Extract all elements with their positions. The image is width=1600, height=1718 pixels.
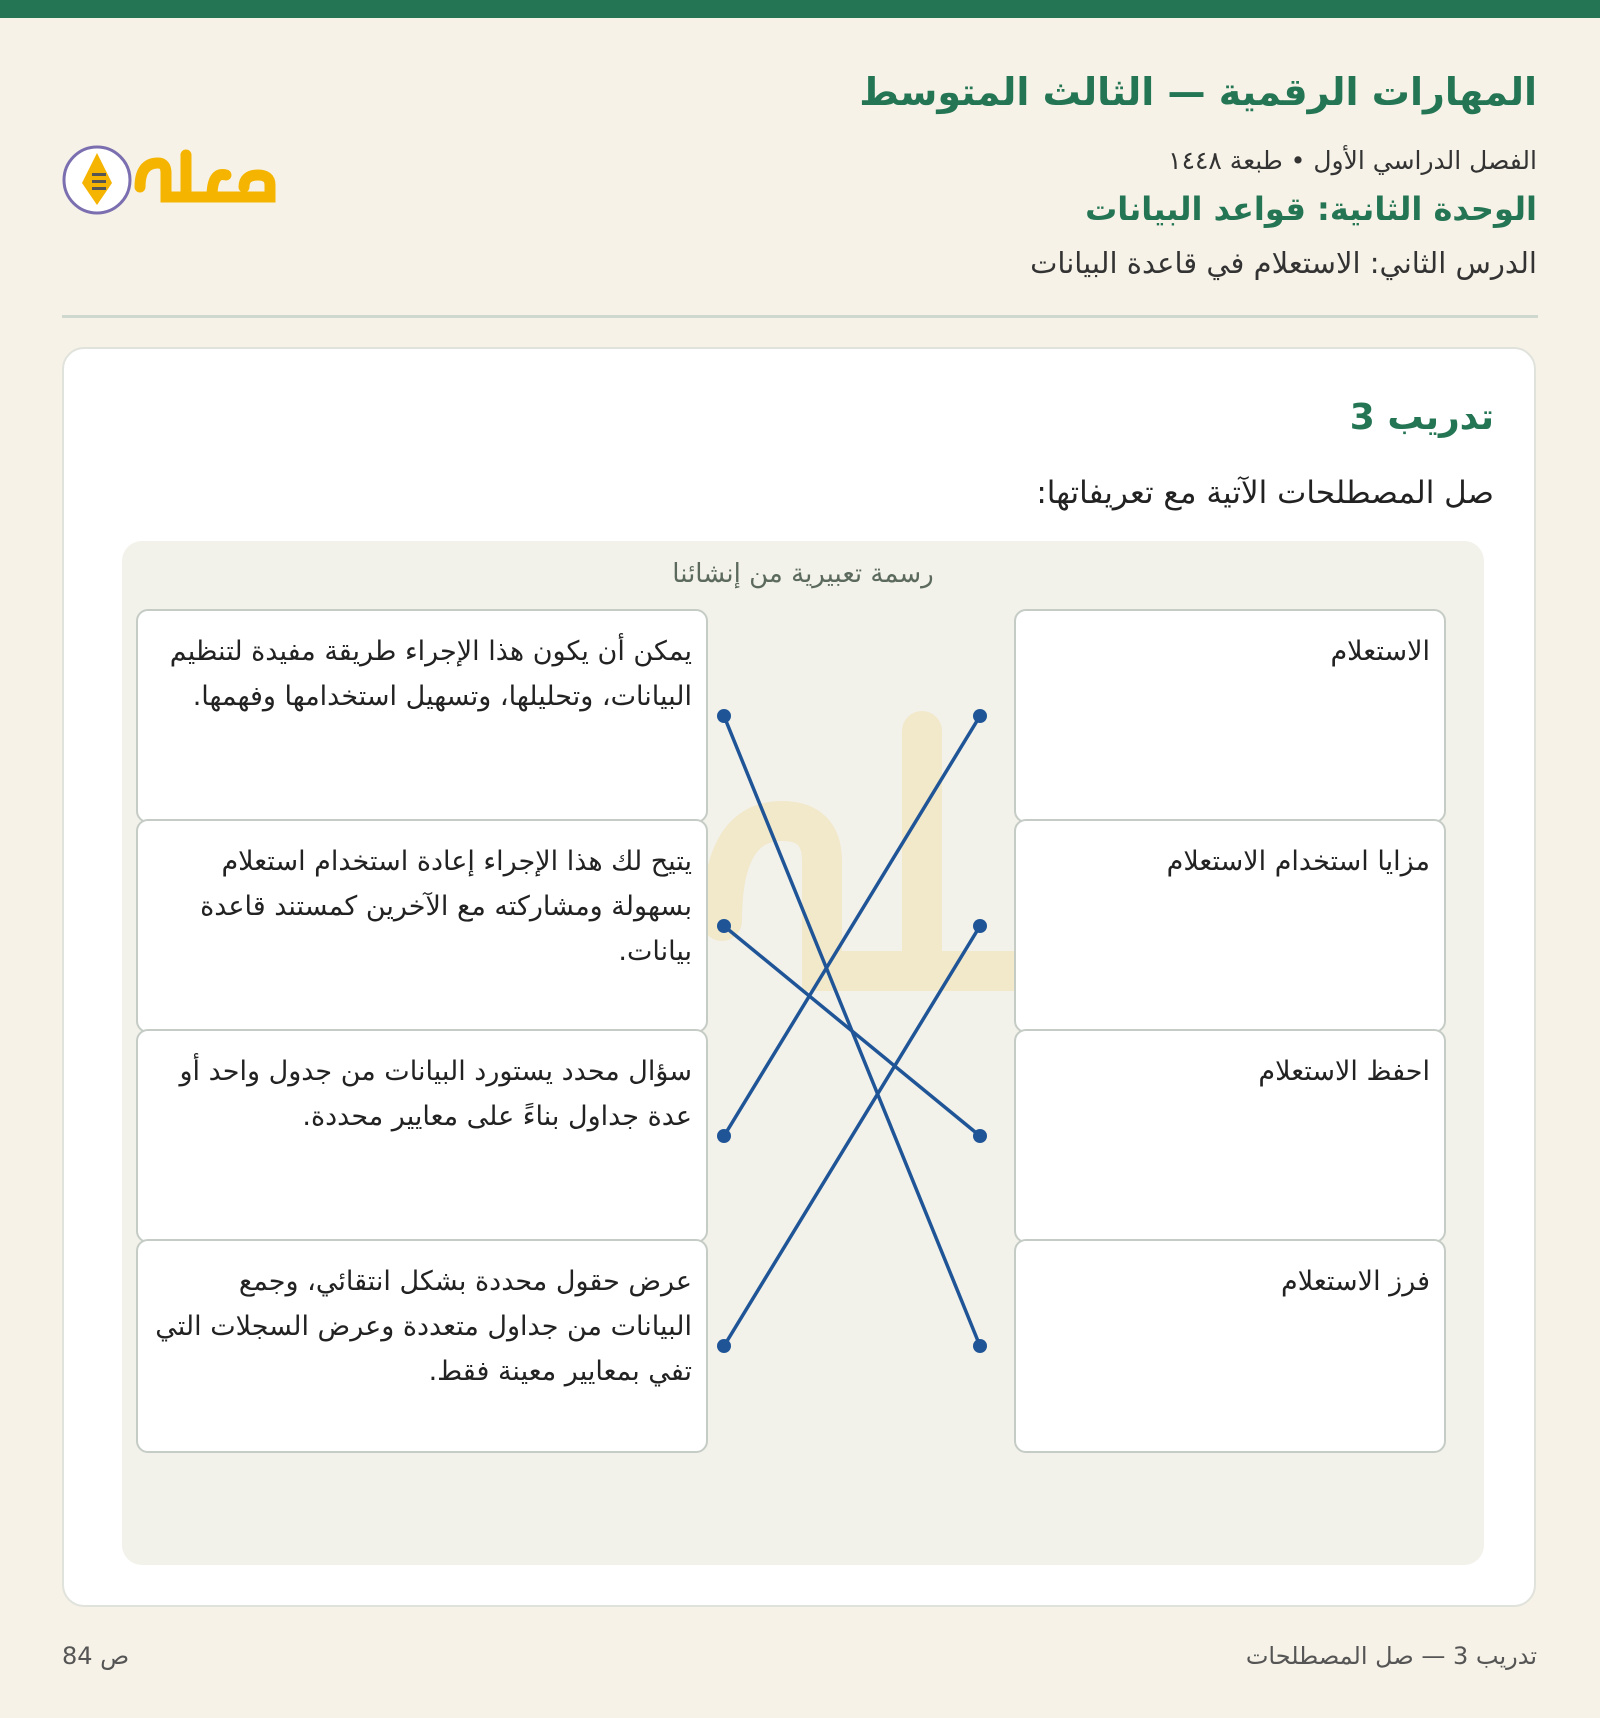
match-lines bbox=[122, 541, 1484, 1565]
panel-caption: رسمة تعبيرية من إنشائنا bbox=[672, 559, 934, 589]
unit-title: الوحدة الثانية: قواعد البيانات bbox=[1085, 190, 1537, 228]
definition-connector-dot[interactable] bbox=[717, 709, 731, 723]
term-text: احفظ الاستعلام bbox=[1258, 1056, 1430, 1087]
top-accent-bar bbox=[0, 0, 1600, 18]
exercise-title: تدريب 3 bbox=[1349, 397, 1494, 438]
definition-connector-dot[interactable] bbox=[717, 919, 731, 933]
logo-icon bbox=[62, 135, 282, 225]
term-connector-dot[interactable] bbox=[973, 1129, 987, 1143]
definition-text: يتيح لك هذا الإجراء إعادة استخدام استعلام بسهولة ومشاركته مع الآخرين كمستند قاعدة بيانات. bbox=[200, 846, 692, 967]
match-line bbox=[724, 716, 980, 1136]
term-connector-dot[interactable] bbox=[973, 919, 987, 933]
lesson-title: الدرس الثاني: الاستعلام في قاعدة البيانات bbox=[1030, 246, 1537, 280]
term-edition: الفصل الدراسي الأول • طبعة ١٤٤٨ bbox=[1168, 146, 1537, 175]
exercise-instruction: صل المصطلحات الآتية مع تعريفاتها: bbox=[1036, 475, 1494, 511]
hulul-logo bbox=[62, 135, 282, 225]
term-text: فرز الاستعلام bbox=[1281, 1266, 1430, 1297]
term-text: الاستعلام bbox=[1330, 636, 1430, 667]
term-text: مزايا استخدام الاستعلام bbox=[1166, 846, 1430, 877]
footer-caption: تدريب 3 — صل المصطلحات bbox=[1245, 1642, 1537, 1670]
header-divider bbox=[62, 315, 1538, 318]
exercise-card bbox=[62, 347, 1536, 1607]
match-line bbox=[724, 716, 980, 1346]
page-number: ص 84 bbox=[62, 1642, 130, 1670]
term-connector-dot[interactable] bbox=[973, 1339, 987, 1353]
definition-text: سؤال محدد يستورد البيانات من جدول واحد أو عدة جداول بناءً على معايير محددة. bbox=[179, 1056, 692, 1132]
definition-connector-dot[interactable] bbox=[717, 1339, 731, 1353]
definition-text: عرض حقول محددة بشكل انتقائي، وجمع البيانات من جداول متعددة وعرض السجلات التي تفي بمعايير معينة فقط. bbox=[155, 1266, 692, 1387]
matching-panel bbox=[122, 541, 1484, 1565]
book-title: المهارات الرقمية — الثالث المتوسط bbox=[859, 70, 1537, 114]
definition-text: يمكن أن يكون هذا الإجراء طريقة مفيدة لتنظيم البيانات، وتحليلها، وتسهيل استخدامها وفهمها. bbox=[169, 636, 692, 712]
definition-connector-dot[interactable] bbox=[717, 1129, 731, 1143]
match-line bbox=[724, 926, 980, 1346]
term-connector-dot[interactable] bbox=[973, 709, 987, 723]
